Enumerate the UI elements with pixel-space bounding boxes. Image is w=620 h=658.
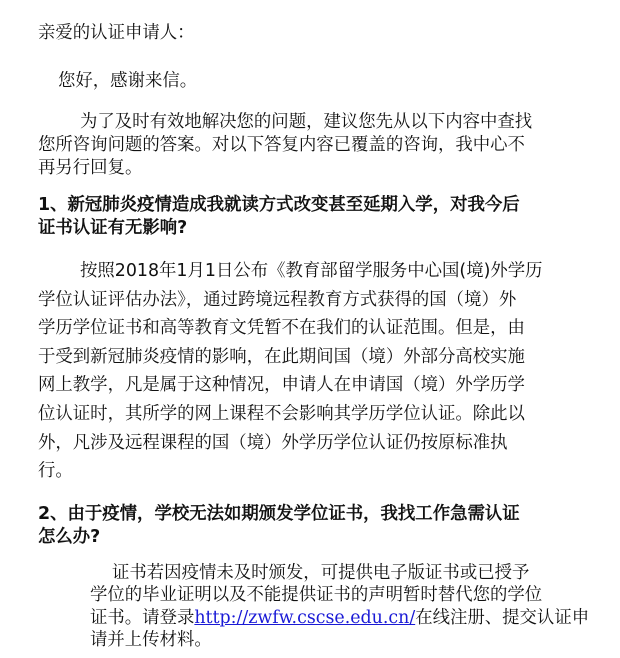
faq-2-answer-line: 证书若因疫情未及时颁发，可提供电子版证书或已授予 (112, 563, 530, 583)
faq-2-answer-text: 在线注册、提交认证申 (415, 608, 590, 628)
faq-2-question: 怎么办? (38, 527, 101, 547)
faq-1-answer-line: 学历学位证书和高等教育文凭暂不在我们的认证范围。但是，由 (38, 318, 525, 338)
greeting: 您好，感谢来信。 (58, 71, 198, 91)
faq-1-answer-line: 于受到新冠肺炎疫情的影响，在此期间国（境）外部分高校实施 (38, 347, 525, 367)
faq-1-question: 1、新冠肺炎疫情造成我就读方式改变甚至延期入学，对我今后 (38, 195, 520, 215)
faq-1-answer-line: 网上教学，凡是属于这种情况，申请人在申请国（境）外学历学 (38, 375, 525, 395)
faq-2-answer-line: 请并上传材料。 (90, 630, 212, 650)
faq-1-answer-line: 按照2018年1月1日公布《教育部留学服务中心国(境)外学历 (80, 261, 543, 281)
faq-2-answer-line (90, 607, 589, 629)
faq-2-answer-line: 学位的毕业证明以及不能提供证书的声明暂时替代您的学位 (90, 585, 543, 605)
intro-line: 再另行回复。 (38, 158, 143, 178)
intro-line: 您所咨询问题的答案。对以下答复内容已覆盖的咨询，我中心不 (38, 135, 525, 155)
faq-1-question: 证书认证有无影响? (38, 218, 188, 238)
salutation: 亲爱的认证申请人： (38, 23, 195, 43)
faq-2-question: 2、由于疫情，学校无法如期颁发学位证书，我找工作急需认证 (38, 504, 520, 524)
faq-1-answer-line: 外，凡涉及远程课程的国（境）外学历学位认证仍按原标准执 (38, 433, 508, 453)
faq-1-answer-line: 行。 (38, 461, 73, 481)
faq-1-answer-line: 学位认证评估办法》，通过跨境远程教育方式获得的国（境）外 (38, 290, 517, 310)
intro-line: 为了及时有效地解决您的问题，建议您先从以下内容中查找 (80, 112, 533, 132)
faq-2-answer-text: 证书。请登录 (90, 608, 195, 628)
faq-1-answer-line: 位认证时，其所学的网上课程不会影响其学历学位认证。除此以 (38, 404, 525, 424)
registration-link[interactable]: http://zwfw.cscse.edu.cn/ (194, 608, 416, 628)
